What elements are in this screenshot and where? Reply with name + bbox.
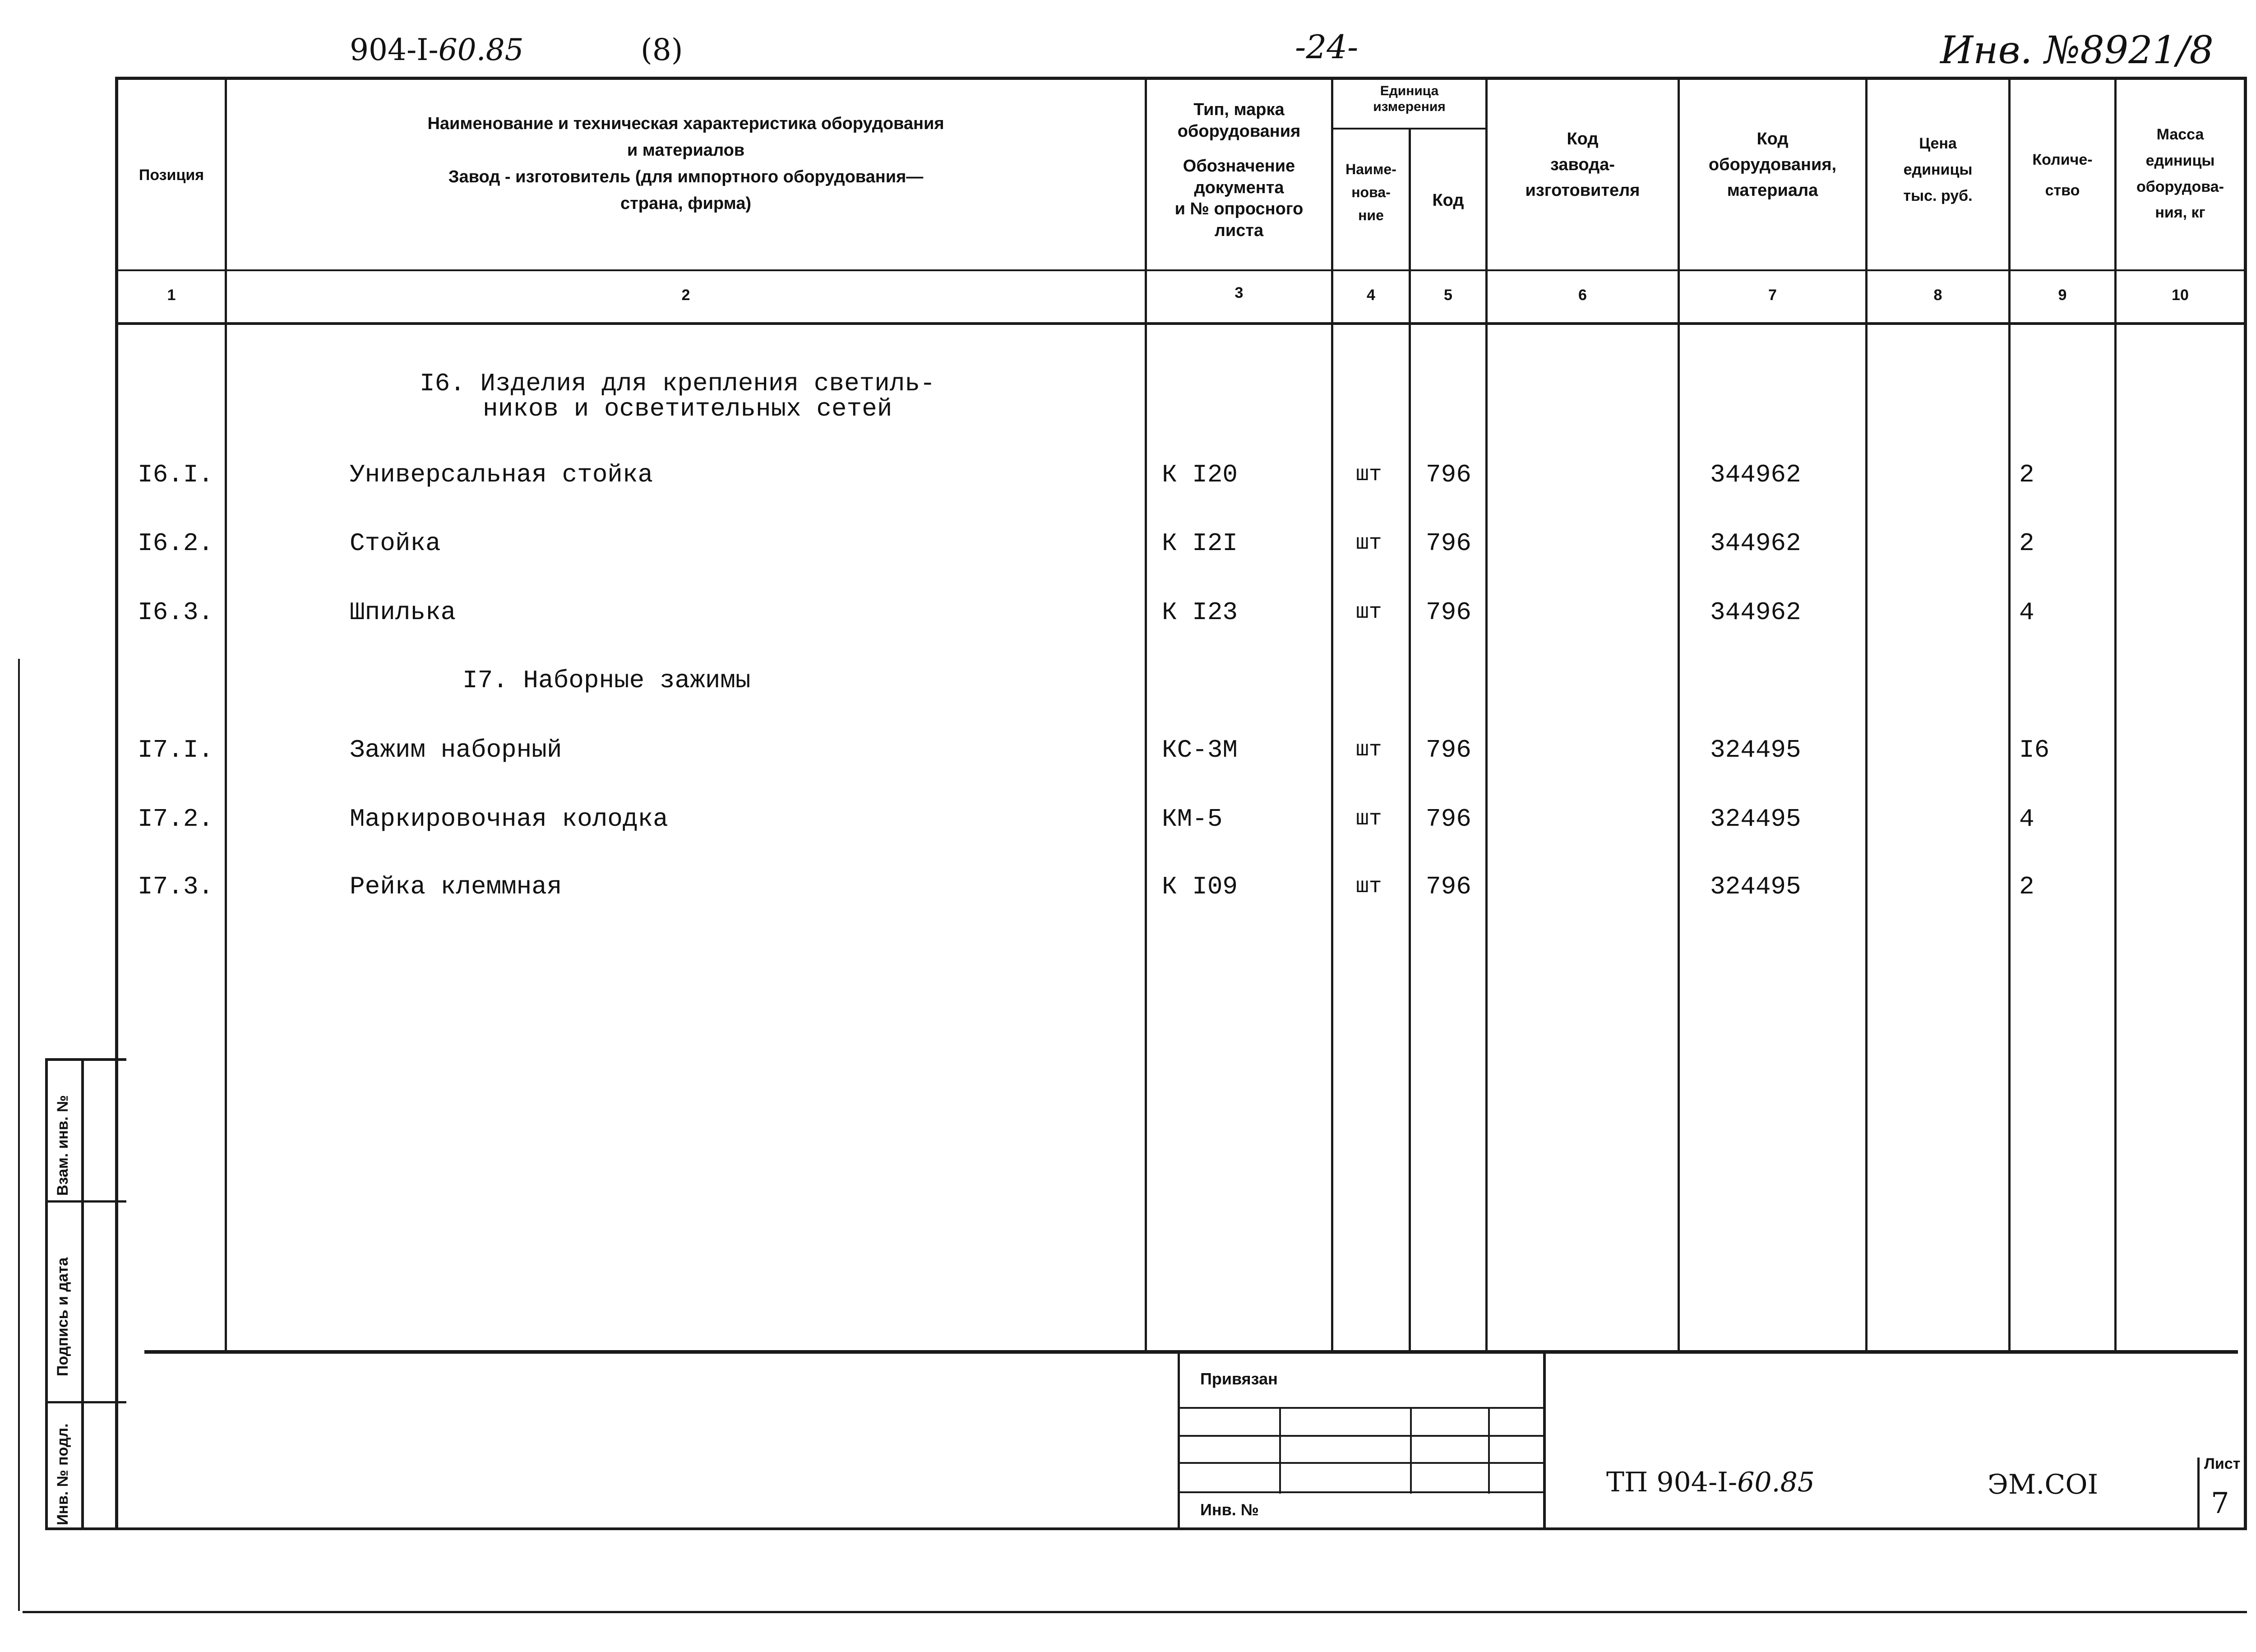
name-cell: Маркировочная колодка xyxy=(350,805,668,833)
position-cell: I6.3. xyxy=(138,598,214,627)
bound-label: Привязан xyxy=(1200,1370,1278,1388)
quantity-cell: 4 xyxy=(2019,598,2034,627)
column-number: 8 xyxy=(1933,287,1942,304)
type-cell: К I23 xyxy=(1162,598,1238,627)
quantity-cell: 2 xyxy=(2019,529,2034,558)
inv-number-label: Инв. № xyxy=(1200,1500,1259,1519)
quantity-cell: 4 xyxy=(2019,805,2034,833)
col-unit-code-header: Код xyxy=(1432,191,1464,210)
column-number: 3 xyxy=(1234,284,1244,301)
sheet-label: Лист xyxy=(2204,1455,2241,1472)
stamp-doc-prefix: ТП 904-I- xyxy=(1606,1467,1738,1498)
material-code-cell: 344962 xyxy=(1710,529,1801,558)
stamp-doc-code xyxy=(1606,1467,1815,1498)
quantity-cell: 2 xyxy=(2019,460,2034,489)
unit-code-cell: 796 xyxy=(1426,872,1471,901)
col-type-header: Тип, марка оборудования Обозначение документа и № опросного листа xyxy=(1174,100,1304,240)
unit-code-cell: 796 xyxy=(1426,529,1471,558)
unit-cell: шт xyxy=(1356,738,1382,762)
col-unit-header: Единица измерения xyxy=(1373,83,1446,114)
col-position-header: Позиция xyxy=(139,167,204,184)
section-heading: I7. Наборные зажимы xyxy=(462,666,751,695)
page-number: -24- xyxy=(1295,28,1359,66)
section-heading: I6. Изделия для крепления светиль- ников и осветительных сетей xyxy=(420,369,935,423)
col-material-code-header: Код оборудования, материала xyxy=(1708,130,1837,200)
position-cell: I7.2. xyxy=(138,805,214,833)
unit-code-cell: 796 xyxy=(1426,805,1471,833)
type-cell: КС-3М xyxy=(1162,736,1238,764)
name-cell: Рейка клеммная xyxy=(350,872,562,901)
name-cell: Шпилька xyxy=(350,598,456,627)
stamp-doc-handwritten: 60.85 xyxy=(1737,1467,1815,1498)
number-in-parens: (8) xyxy=(641,32,683,67)
doc-code xyxy=(350,32,524,67)
col-unit-name-header: Наиме- нова- ние xyxy=(1345,161,1396,224)
quantity-cell: 2 xyxy=(2019,872,2034,901)
column-number: 5 xyxy=(1444,287,1452,304)
material-code-cell: 344962 xyxy=(1710,460,1801,489)
col-name-header: Наименование и техническая характеристика оборудования и материалов Завод - изготовитель (для импортного оборудования— страна, фирма) xyxy=(427,114,944,213)
doc-code-prefix: 904-I- xyxy=(350,32,439,67)
doc-code-handwritten: 60.85 xyxy=(438,32,524,67)
type-cell: К I20 xyxy=(1162,460,1238,489)
side-replaced-inv: Взам. инв. № xyxy=(54,1095,71,1196)
type-cell: КМ-5 xyxy=(1162,805,1223,833)
position-cell: I7.3. xyxy=(138,872,214,901)
name-cell: Стойка xyxy=(350,529,441,558)
col-mass-header: Масса единицы оборудова- ния, кг xyxy=(2136,126,2224,222)
position-cell: I7.I. xyxy=(138,736,214,764)
side-inv-original: Инв. № подл. xyxy=(54,1423,71,1525)
unit-code-cell: 796 xyxy=(1426,460,1471,489)
column-number: 7 xyxy=(1768,287,1777,304)
stamp-mark: ЭМ.СОI xyxy=(1988,1469,2099,1500)
quantity-cell: I6 xyxy=(2019,736,2050,764)
position-cell: I6.I. xyxy=(138,460,214,489)
name-cell: Зажим наборный xyxy=(350,736,562,764)
unit-cell: шт xyxy=(1356,600,1382,625)
type-cell: К I09 xyxy=(1162,872,1238,901)
unit-cell: шт xyxy=(1356,807,1382,831)
position-cell: I6.2. xyxy=(138,529,214,558)
column-number: 1 xyxy=(167,287,176,304)
inventory-number: Инв. №8921/8 xyxy=(1940,28,2214,72)
unit-cell: шт xyxy=(1356,531,1382,555)
material-code-cell: 324495 xyxy=(1710,872,1801,901)
column-number: 6 xyxy=(1578,287,1587,304)
sheet-number: 7 xyxy=(2211,1487,2229,1520)
type-cell: К I2I xyxy=(1162,529,1238,558)
material-code-cell: 324495 xyxy=(1710,805,1801,833)
column-number: 4 xyxy=(1367,287,1375,304)
material-code-cell: 344962 xyxy=(1710,598,1801,627)
unit-cell: шт xyxy=(1356,875,1382,899)
unit-code-cell: 796 xyxy=(1426,736,1471,764)
unit-code-cell: 796 xyxy=(1426,598,1471,627)
column-number: 10 xyxy=(2172,287,2189,304)
column-number: 2 xyxy=(681,287,690,304)
col-maker-code-header: Код завода- изготовителя xyxy=(1525,130,1640,200)
name-cell: Универсальная стойка xyxy=(350,460,653,489)
side-sign-date: Подпись и дата xyxy=(54,1257,71,1376)
unit-cell: шт xyxy=(1356,463,1382,487)
material-code-cell: 324495 xyxy=(1710,736,1801,764)
column-number: 9 xyxy=(2058,287,2067,304)
col-quantity-header: Количе- ство xyxy=(2032,151,2093,199)
col-price-header: Цена единицы тыс. руб. xyxy=(1903,135,1973,204)
